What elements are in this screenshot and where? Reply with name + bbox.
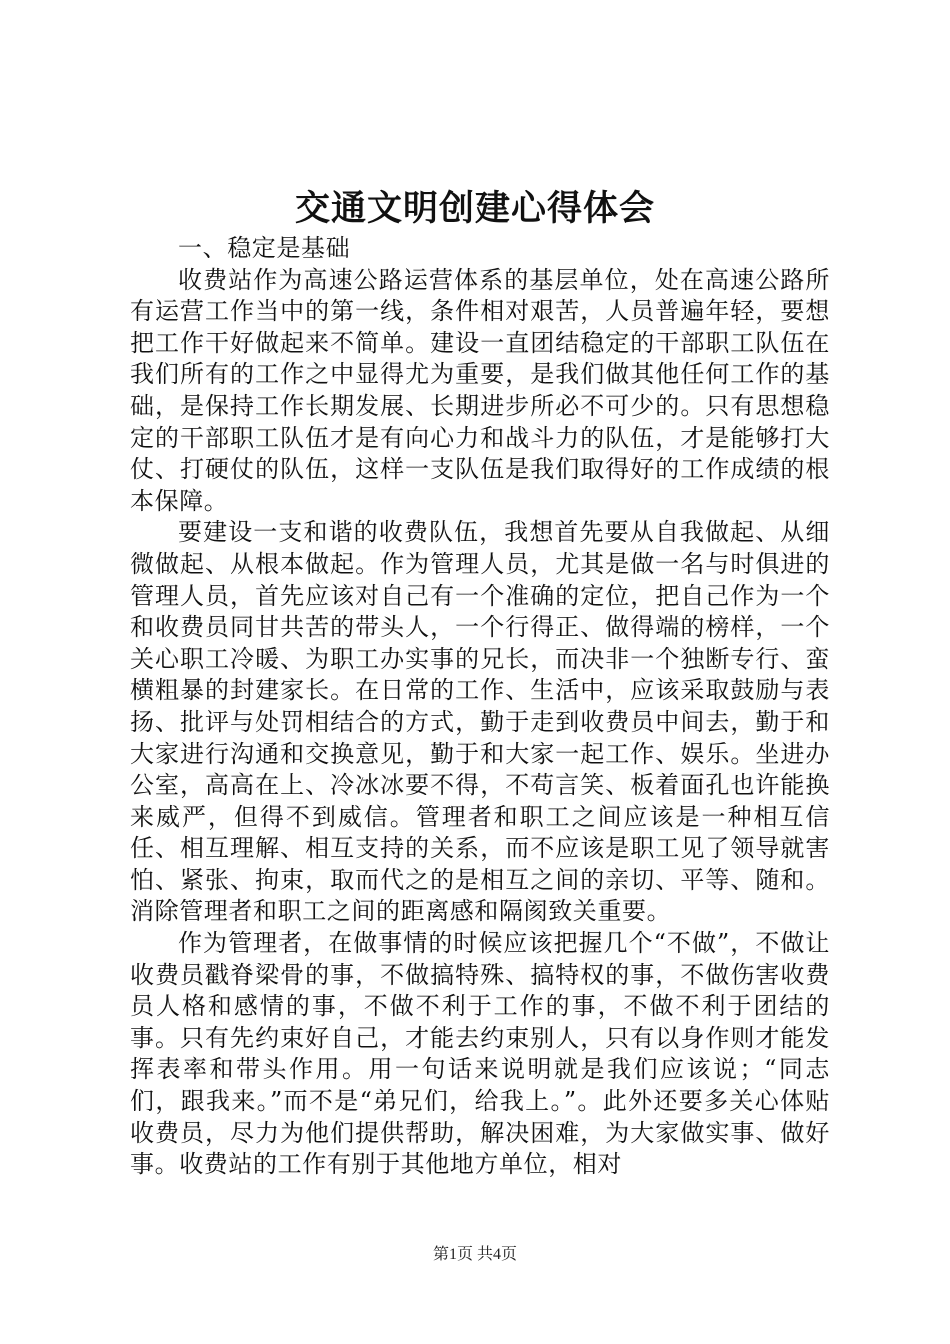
paragraph-2: 要建设一支和谐的收费队伍，我想首先要从自我做起、从细微做起、从根本做起。作为管理人员，尤其是做一名与时俱进的管理人员，首先应该对自己有一个准确的定位，把自己作为一个和收费员同甘共苦的带头人，一个行得正、做得端的榜样，一个关心职工冷暖、为职工办实事的兄长，而决非一个独断专行、蛮横粗暴的封建家长。在日常的工作、生活中，应该采取鼓励与表扬、批评与处罚相结合的方式，勤于走到收费员中间去，勤于和大家进行沟通和交换意见，勤于和大家一起工作、娱乐。坐进办公室，高高在上、冷冰冰要不得，不苟言笑、板着面孔也许能换来威严，但得不到威信。管理者和职工之间应该是一种相互信任、相互理解、相互支持的关系，而不应该是职工见了领导就害怕、紧张、拘束，取而代之的是相互之间的亲切、平等、随和。消除管理者和职工之间的距离感和隔阂致关重要。 [130,518,830,926]
document-title: 交通文明创建心得体会 [294,188,655,229]
paragraph-1: 收费站作为高速公路运营体系的基层单位，处在高速公路所有运营工作当中的第一线，条件相对艰苦，人员普遍年轻，要想把工作干好做起来不简单。建设一直团结稳定的干部职工队伍在我们所有的工作之中显得尤为重要，是我们做其他任何工作的基础，是保持工作长期发展、长期进步所必不可少的。只有思想稳定的干部职工队伍才是有向心力和战斗力的队伍，才是能够打大仗、打硬仗的队伍，这样一支队伍是我们取得好的工作成绩的根本保障。 [130,265,830,515]
section-heading: 一、稳定是基础 [178,234,351,262]
paragraph-3: 作为管理者，在做事情的时候应该把握几个“不做”，不做让收费员戳脊梁骨的事，不做搞特殊、搞特权的事，不做伤害收费员人格和感情的事，不做不利于工作的事，不做不利于团结的事。只有先约束好自己，才能去约束别人，只有以身作则才能发挥表率和带头作用。用一句话来说明就是我们应该说；“同志们，跟我来。”而不是“弟兄们，给我上。”。此外还要多关心体贴收费员，尽力为他们提供帮助，解决困难，为大家做实事、做好事。收费站的工作有别于其他地方单位，相对 [130,929,830,1179]
document-body [130,233,830,1181]
page-footer: 第1页 共4页 [432,1246,517,1263]
